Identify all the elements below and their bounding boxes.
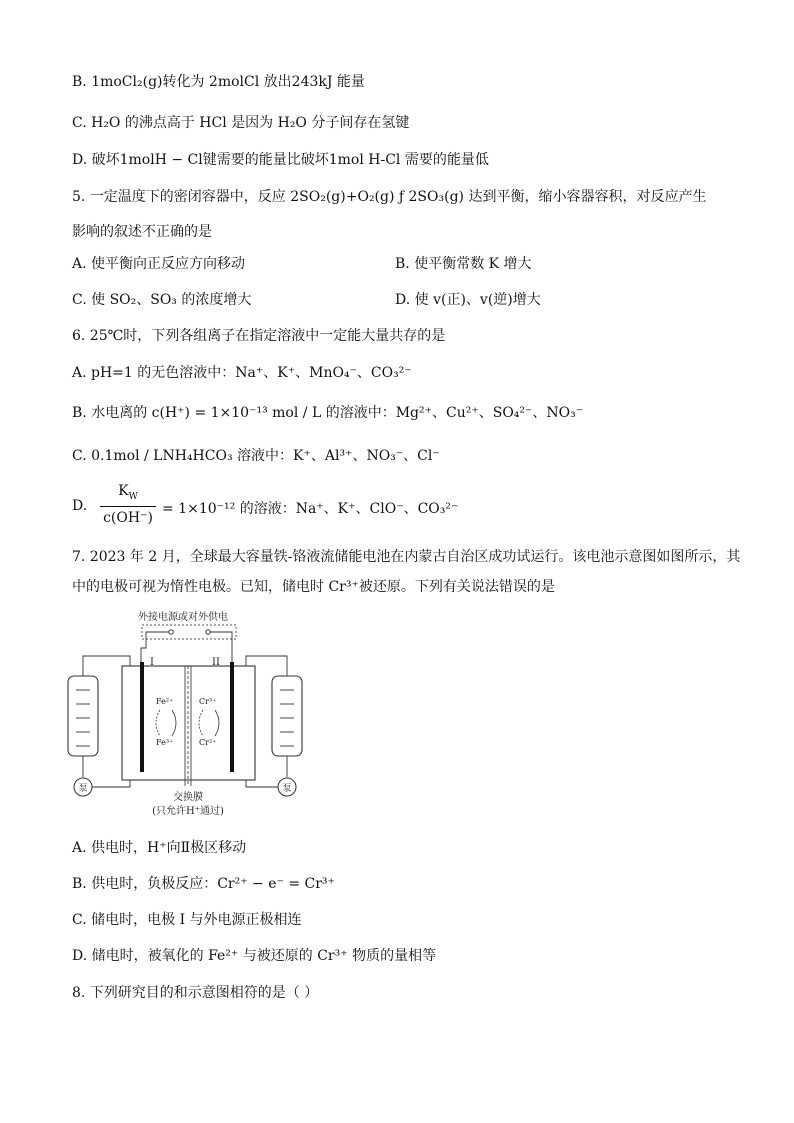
q6-option-c: C. 0.1mol / LNH₄HCO₃ 溶液中：K⁺、Al³⁺、NO₃⁻、Cl⁻ — [72, 448, 440, 464]
q7-stem-line1: 7. 2023 年 2 月，全球最大容量铁-铬液流储能电池在内蒙古自治区成功试运行。该电池示意图如图所示，其 — [72, 549, 741, 565]
flow-battery-diagram — [62, 606, 324, 824]
membrane-note: (只允许H⁺通过) — [152, 806, 224, 817]
pipe-left-pump — [92, 780, 130, 787]
electrode-II-label: II — [212, 657, 220, 668]
q5-option-a: A. 使平衡向正反应方向移动 — [72, 256, 246, 272]
q6-option-a: A. pH=1 的无色溶液中：Na⁺、K⁺、MnO₄⁻、CO₃²⁻ — [72, 365, 412, 381]
q7-option-d: D. 储电时，被氧化的 Fe²⁺ 与被还原的 Cr³⁺ 物质的量相等 — [72, 948, 437, 964]
q7-option-b: B. 供电时，负极反应：Cr²⁺ − e⁻ = Cr³⁺ — [72, 876, 335, 892]
q7-option-a: A. 供电时，H⁺向Ⅱ极区移动 — [72, 840, 247, 856]
electrode-I-label: I — [150, 657, 154, 668]
pump-left-label: 泵 — [78, 784, 88, 794]
q7-option-c: C. 储电时，电极 I 与外电源正极相连 — [72, 912, 302, 928]
q6d-numerator: K — [118, 483, 129, 499]
wire-left — [141, 632, 169, 662]
pump-right-label: 泵 — [282, 784, 292, 794]
q5-option-c: C. 使 SO₂、SO₃ 的浓度增大 — [72, 292, 252, 308]
terminal-left — [169, 630, 173, 634]
electrode-I — [140, 662, 144, 772]
left-storage-tank — [68, 676, 98, 756]
q5-option-b: B. 使平衡常数 K 增大 — [395, 256, 532, 272]
right-storage-tank — [272, 676, 302, 756]
q6d-rest: = 1×10⁻¹² 的溶液：Na⁺、K⁺、ClO⁻、CO₃²⁻ — [162, 501, 459, 517]
q6-option-b: B. 水电离的 c(H⁺) = 1×10⁻¹³ mol / L 的溶液中：Mg²⁺、Cu²⁺、SO₄²⁻、NO₃⁻ — [72, 405, 584, 421]
q6d-denominator: c(OH⁻) — [103, 509, 153, 526]
q4-option-c: C. H₂O 的沸点高于 HCl 是因为 H₂O 分子间存在氢键 — [72, 115, 410, 131]
q6d-fraction — [100, 482, 156, 529]
q5-stem-line1: 5. 一定温度下的密闭容器中，反应 2SO₂(g)+O₂(g) ƒ 2SO₃(g) 达到平衡，缩小容器容积，对反应产生 — [72, 189, 707, 205]
q6-stem: 6. 25℃时，下列各组离子在指定溶液中一定能大量共存的是 — [72, 328, 446, 344]
cr3-label: Cr³⁺ — [199, 697, 217, 706]
figure-top-label: 外接电源或对外供电 — [138, 612, 228, 623]
q4-option-d: D. 破坏1molH − Cl键需要的能量比破坏1mol H-Cl 需要的能量低 — [72, 152, 489, 168]
fe3-label: Fe³⁺ — [156, 738, 174, 747]
q8-stem: 8. 下列研究目的和示意图相符的是（ ） — [72, 985, 319, 1001]
terminal-right — [206, 630, 210, 634]
q6d-label: D. — [72, 498, 88, 514]
fe2-label: Fe²⁺ — [156, 697, 174, 706]
membrane-label: 交换膜 — [173, 792, 203, 803]
cr2-label: Cr²⁺ — [199, 738, 217, 747]
electrode-II — [230, 662, 234, 772]
q5-option-d: D. 使 v(正)、v(逆)增大 — [395, 292, 541, 308]
q7-stem-line2: 中的电极可视为惰性电极。已知，储电时 Cr³⁺被还原。下列有关说法错误的是 — [72, 579, 555, 595]
q4-option-b: B. 1moCl₂(g)转化为 2molCl 放出243kJ 能量 — [72, 74, 365, 90]
q6d-numerator-sub: W — [128, 491, 138, 502]
q5-stem-line2: 影响的叙述不正确的是 — [72, 224, 212, 240]
pipe-right-pump — [246, 780, 278, 787]
